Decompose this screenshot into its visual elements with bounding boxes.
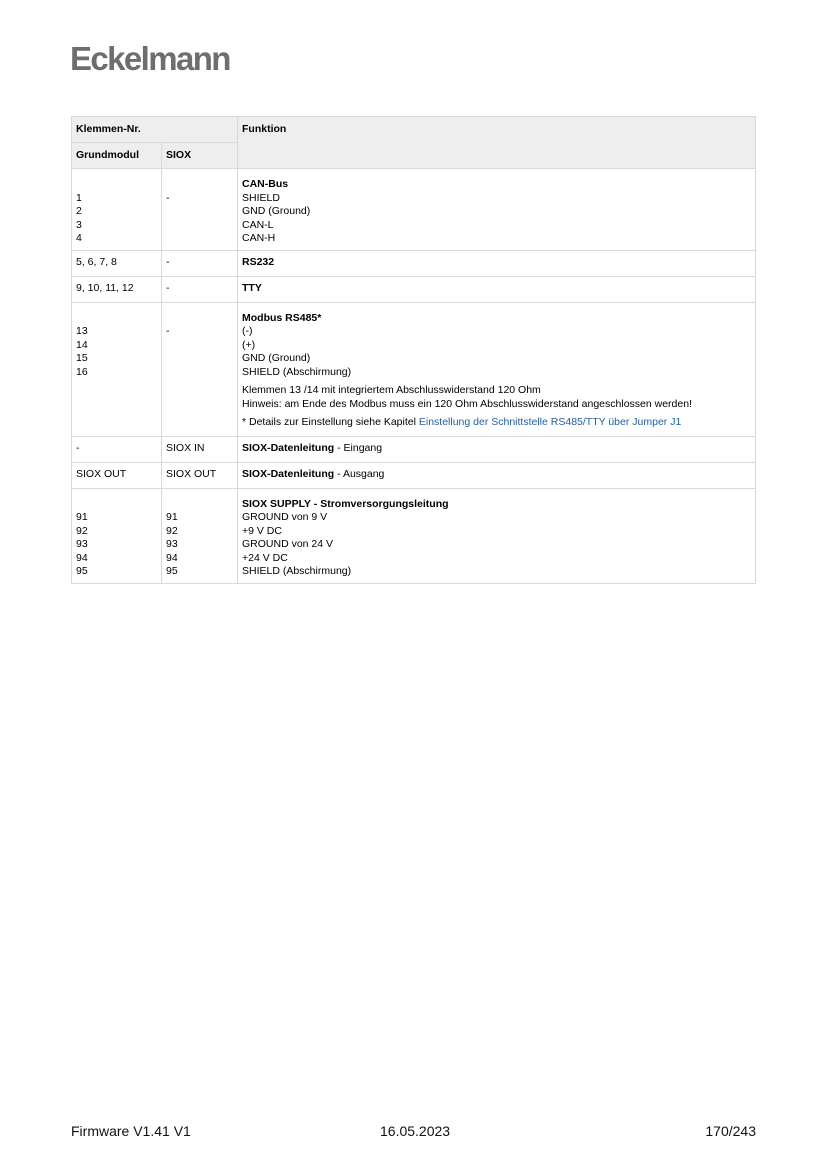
function-suffix: - Ausgang: [334, 468, 385, 481]
function-line: +9 V DC: [242, 524, 282, 537]
terminal-table: [71, 116, 756, 584]
function-title: SIOX-Datenleitung: [242, 468, 335, 481]
function-line: SHIELD (Abschirmung): [242, 565, 352, 577]
table-row: [72, 250, 756, 276]
grundmodul-cell: 9, 10, 11, 12: [72, 276, 162, 302]
detail-prefix: * Details zur Einstellung siehe Kapitel: [242, 416, 419, 428]
terminal-number: 94: [76, 551, 88, 564]
grundmodul-cell: [72, 169, 162, 251]
terminal-number: -: [166, 191, 170, 204]
table-header-row: [72, 117, 756, 143]
table-row: [72, 276, 756, 302]
terminal-number: 94: [166, 551, 178, 564]
function-title: SIOX-Datenleitung: [242, 442, 335, 455]
header-klemmen: Klemmen-Nr.: [72, 117, 238, 143]
funktion-cell: [238, 488, 756, 583]
terminal-number: 4: [76, 232, 82, 244]
table-row: [72, 436, 756, 462]
siox-cell: SIOX OUT: [162, 462, 238, 488]
terminal-number: 93: [166, 538, 178, 550]
modbus-detail: [242, 416, 751, 430]
siox-cell: [162, 169, 238, 251]
terminal-number: 92: [166, 524, 178, 537]
grundmodul-cell: SIOX OUT: [72, 462, 162, 488]
function-suffix: - Eingang: [334, 442, 383, 455]
grundmodul-cell: [72, 302, 162, 436]
function-line: CAN-H: [242, 232, 276, 244]
terminal-number: 3: [76, 218, 82, 231]
terminal-number: 95: [166, 565, 178, 577]
function-title: Modbus RS485*: [242, 311, 322, 324]
funktion-cell: [238, 462, 756, 488]
terminal-number: 1: [76, 191, 82, 204]
siox-cell: -: [162, 250, 238, 276]
terminal-number: 15: [76, 352, 88, 364]
terminal-number: 91: [76, 511, 88, 523]
function-line: (+): [242, 338, 256, 351]
function-line: SHIELD (Abschirmung): [242, 365, 352, 378]
function-title: RS232: [238, 250, 756, 276]
terminal-number: 95: [76, 565, 88, 577]
header-funktion: Funktion: [238, 117, 756, 169]
modbus-hint: Hinweis: am Ende des Modbus muss ein 120 Ohm Abschlusswiderstand angeschlossen werden!: [242, 397, 692, 410]
terminal-number: 16: [76, 365, 88, 378]
grundmodul-cell: 5, 6, 7, 8: [72, 250, 162, 276]
grundmodul-cell: [72, 488, 162, 583]
table-row: [72, 488, 756, 583]
terminal-number: 93: [76, 538, 88, 550]
function-line: +24 V DC: [242, 551, 288, 564]
function-line: SHIELD: [242, 191, 280, 204]
jumper-chapter-link[interactable]: Einstellung der Schnittstelle RS485/TTY über Jumper J1: [418, 416, 682, 428]
siox-cell: [162, 302, 238, 436]
table-row: [72, 302, 756, 436]
footer-version: Firmware V1.41 V1: [71, 1123, 191, 1139]
function-line: GND (Ground): [242, 205, 311, 217]
footer-page-number: 170/243: [705, 1123, 756, 1139]
table-row: [72, 462, 756, 488]
funktion-cell: [238, 436, 756, 462]
terminal-number: 14: [76, 338, 88, 351]
grundmodul-cell: -: [72, 436, 162, 462]
function-line: GROUND von 9 V: [242, 511, 328, 523]
function-line: CAN-L: [242, 218, 274, 231]
terminal-number: 92: [76, 524, 88, 537]
header-siox: SIOX: [162, 143, 238, 169]
footer-date: 16.05.2023: [380, 1123, 451, 1139]
function-title: TTY: [238, 276, 756, 302]
terminal-number: 13: [76, 325, 88, 337]
terminal-number: 2: [76, 205, 82, 217]
modbus-note: Klemmen 13 /14 mit integriertem Abschlusswiderstand 120 Ohm: [242, 384, 541, 396]
header-grundmodul: Grundmodul: [72, 143, 162, 169]
function-title: CAN-Bus: [242, 178, 289, 190]
funktion-cell: [238, 169, 756, 251]
funktion-cell: [238, 302, 756, 436]
function-title: SIOX SUPPLY - Stromversorgungsleitung: [242, 497, 449, 510]
terminal-number: 91: [166, 511, 178, 523]
siox-cell: SIOX IN: [162, 436, 238, 462]
eckelmann-logo: Eckelmann: [70, 40, 230, 77]
function-line: GND (Ground): [242, 352, 311, 364]
siox-cell: [162, 488, 238, 583]
terminal-number: -: [166, 325, 170, 337]
table-row: [72, 169, 756, 251]
function-line: GROUND von 24 V: [242, 538, 334, 550]
function-line: (-): [242, 325, 253, 337]
siox-cell: -: [162, 276, 238, 302]
